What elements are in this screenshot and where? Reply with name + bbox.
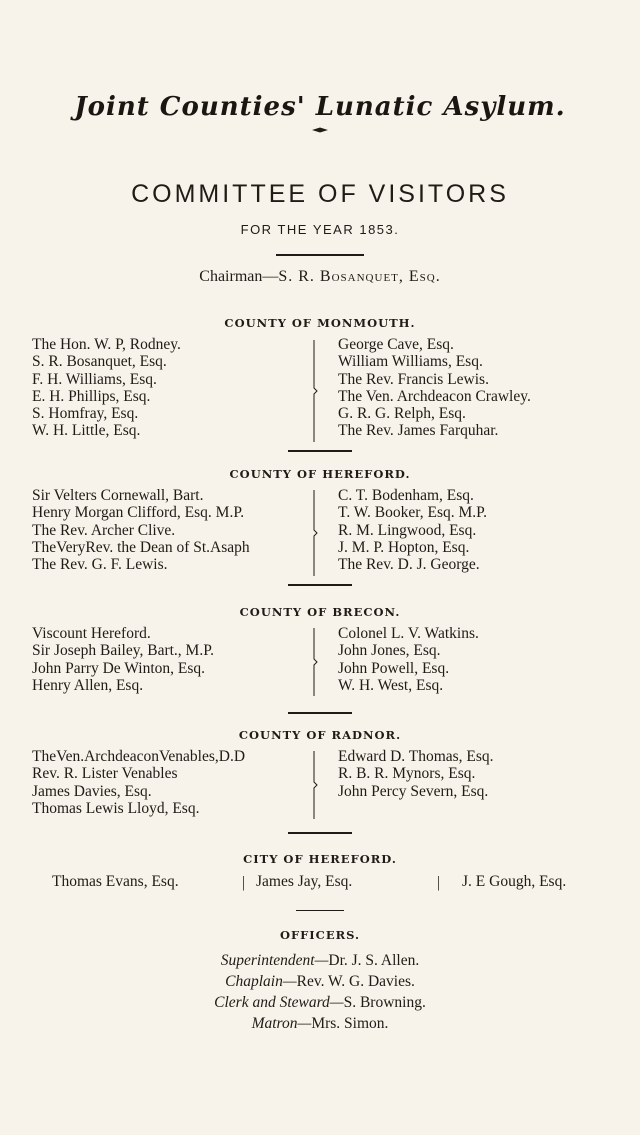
- member-name: The Rev. G. F. Lewis.: [32, 556, 168, 574]
- officer-name: Dr. J. S. Allen.: [328, 952, 420, 969]
- chairman-line: [0, 268, 640, 286]
- member-name: R. B. R. Mynors, Esq.: [338, 765, 476, 783]
- section-heading-officers: OFFICERS.: [279, 928, 361, 942]
- member-name: William Williams, Esq.: [338, 353, 483, 371]
- divider: [288, 832, 352, 834]
- member-name: The Rev. Francis Lewis.: [338, 370, 489, 388]
- member-name: The Rev. James Farquhar.: [338, 422, 499, 440]
- section-heading-brecon: COUNTY OF BRECON.: [239, 605, 401, 619]
- member-name: Henry Morgan Clifford, Esq. M.P.: [32, 504, 245, 522]
- page-title: COMMITTEE OF VISITORS: [131, 180, 509, 208]
- member-name: Sir Velters Cornewall, Bart.: [32, 487, 204, 504]
- section-right-column: [338, 336, 531, 440]
- member-name: W. H. West, Esq.: [338, 676, 444, 694]
- divider: [288, 450, 352, 452]
- divider: [296, 910, 344, 911]
- officer-role: Chaplain—: [225, 973, 297, 990]
- divider: [288, 584, 352, 586]
- member-name: E. H. Phillips, Esq.: [32, 387, 151, 405]
- brace-divider: [311, 751, 319, 819]
- section-right-column: [338, 625, 479, 694]
- section-right-column: [338, 487, 487, 573]
- officer-line: [0, 971, 640, 992]
- member-name: W. H. Little, Esq.: [32, 422, 141, 440]
- section-heading-hereford: COUNTY OF HEREFORD.: [229, 467, 411, 481]
- officer-role: Clerk and Steward—: [214, 994, 344, 1011]
- member-name: TheVeryRev. the Dean of St.Asaph: [32, 538, 250, 556]
- member-name: George Cave, Esq.: [338, 336, 454, 353]
- member-name: R. M. Lingwood, Esq.: [338, 521, 477, 539]
- member-name: S. Homfray, Esq.: [32, 405, 139, 423]
- brace-divider: [311, 490, 319, 576]
- separator: |: [242, 874, 246, 891]
- officer-name: Rev. W. G. Davies.: [296, 973, 415, 990]
- member-name: James Jay, Esq.: [256, 873, 353, 890]
- officer-name: S. Browning.: [343, 994, 426, 1011]
- chairman-name: S. R. Bosanquet, Esq.: [278, 268, 441, 285]
- member-name: G. R. G. Relph, Esq.: [338, 405, 466, 423]
- member-name: J. E Gough, Esq.: [462, 873, 567, 890]
- member-name: The Ven. Archdeacon Crawley.: [338, 387, 531, 405]
- separator: |: [437, 874, 441, 891]
- member-name: Rev. R. Lister Venables: [32, 765, 178, 783]
- member-name: Viscount Hereford.: [32, 625, 151, 642]
- member-name: Sir Joseph Bailey, Bart., M.P.: [32, 642, 214, 660]
- member-name: Colonel L. V. Watkins.: [338, 625, 479, 642]
- member-name: Edward D. Thomas, Esq.: [338, 748, 494, 765]
- officer-line: [0, 1013, 640, 1034]
- section-left-column: [32, 487, 250, 573]
- member-name: F. H. Williams, Esq.: [32, 370, 157, 388]
- divider: [288, 712, 352, 714]
- section-right-column: [338, 748, 494, 800]
- member-name: John Jones, Esq.: [338, 642, 441, 660]
- section-left-column: [32, 625, 214, 694]
- section-heading-monmouth: COUNTY OF MONMOUTH.: [224, 316, 416, 330]
- member-name: S. R. Bosanquet, Esq.: [32, 353, 167, 371]
- member-name: TheVen.ArchdeaconVenables,D.D: [32, 748, 246, 765]
- ornament-rule: [290, 127, 350, 133]
- section-left-column: [32, 336, 181, 440]
- member-name: J. M. P. Hopton, Esq.: [338, 538, 470, 556]
- member-name: Thomas Evans, Esq.: [52, 873, 179, 890]
- year-line: FOR THE YEAR 1853.: [240, 222, 400, 237]
- member-name: The Rev. Archer Clive.: [32, 521, 176, 539]
- brace-divider: [311, 340, 319, 442]
- member-name: Henry Allen, Esq.: [32, 676, 144, 694]
- member-name: The Rev. D. J. George.: [338, 556, 480, 574]
- divider: [276, 254, 364, 256]
- member-name: John Powell, Esq.: [338, 659, 450, 677]
- section-left-column: [32, 748, 245, 817]
- member-name: John Parry De Winton, Esq.: [32, 659, 206, 677]
- member-name: T. W. Booker, Esq. M.P.: [338, 504, 487, 522]
- section-heading-radnor: COUNTY OF RADNOR.: [238, 728, 402, 742]
- chairman-label: Chairman—: [199, 268, 279, 285]
- member-name: C. T. Bodenham, Esq.: [338, 487, 474, 504]
- section-heading-city: CITY OF HEREFORD.: [243, 852, 397, 866]
- brace-divider: [311, 628, 319, 696]
- officer-line: [0, 992, 640, 1013]
- member-name: James Davies, Esq.: [32, 782, 152, 800]
- officer-name: Mrs. Simon.: [311, 1015, 389, 1032]
- officers-list: [0, 950, 640, 1034]
- member-name: John Percy Severn, Esq.: [338, 782, 489, 800]
- asylum-name: Joint Counties' Lunatic Asylum.: [74, 92, 566, 122]
- officer-role: Matron—: [251, 1015, 312, 1032]
- officer-role: Superintendent—: [220, 952, 329, 969]
- member-name: The Hon. W. P, Rodney.: [32, 336, 181, 353]
- officer-line: [0, 950, 640, 971]
- member-name: Thomas Lewis Lloyd, Esq.: [32, 799, 200, 817]
